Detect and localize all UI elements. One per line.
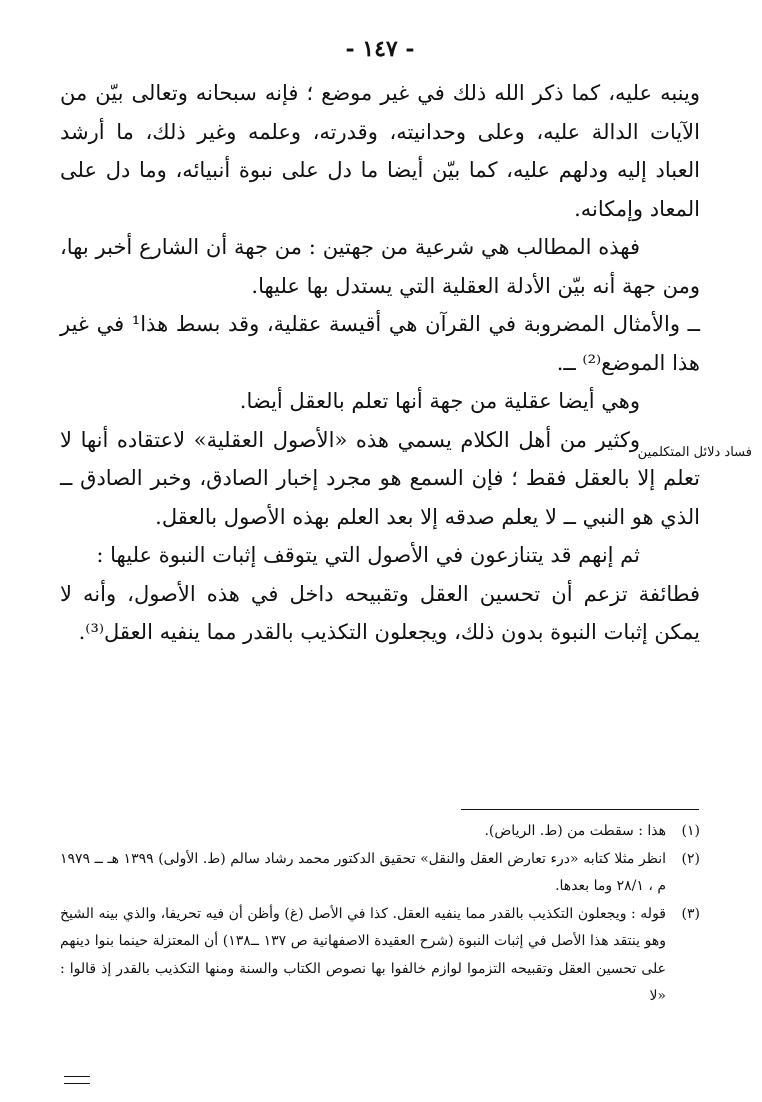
- footnote-number: (٢): [681, 850, 700, 867]
- footnote-number: (١): [681, 823, 700, 839]
- page-number: - ١٤٧ -: [345, 36, 415, 62]
- paragraph: ثم إنهم قد يتنازعون في الأصول التي يتوقف إثبات النبوة عليها :: [96, 543, 640, 567]
- footnote-text: هذا : سقطت من (ط. الرياض).: [484, 823, 666, 839]
- paragraph: وهي أيضا عقلية من جهة أنها تعلم بالعقل أيضا.: [239, 389, 640, 413]
- footnote: [60, 901, 700, 1011]
- footnote-divider: [461, 809, 699, 810]
- margin-note: فساد دلائل المتكلمين: [637, 445, 752, 460]
- footnote-number: (٣): [681, 905, 700, 922]
- paragraph: فهذه المطالب هي شرعية من جهتين : من جهة أن الشارع أخبر بها، ومن جهة أنه بيّن الأدلة العقلية التي يستدل بها عليها.: [60, 235, 700, 298]
- main-text: [60, 74, 700, 652]
- paragraph: وينبه عليه، كما ذكر الله ذلك في غير موضع ؛ فإنه سبحانه وتعالى بيّن من الآيات الدالة عليه، وعلى وحدانيته، وقدرته، وعلمه وغير ذلك، ما أرشد العباد إليه ودلهم عليه، كما بيّن أيضا ما دل على نبوة أنبيائه، وما دل على المعاد وإمكانه.: [60, 81, 700, 221]
- footnotes: [60, 818, 700, 1011]
- paragraph: ــ والأمثال المضروبة في القرآن هي أقيسة عقلية، وقد بسط هذا¹ في غير هذا الموضع⁽²⁾ ــ.: [60, 312, 700, 375]
- continuation-mark: [64, 1076, 90, 1084]
- footnote: [60, 818, 700, 846]
- footnote-text: انظر مثلا كتابه «درء تعارض العقل والنقل» تحقيق الدكتور محمد رشاد سالم (ط. الأولى) ١٣٩٩ هـ ــ ١٩٧٩ م ، ٢٨/١ وما بعدها.: [60, 850, 666, 894]
- paragraph: وكثير من أهل الكلام يسمي هذه «الأصول العقلية» لاعتقاده أنها لا تعلم إلا بالعقل فقط ؛ فإن السمع هو مجرد إخبار الصادق، وخبر الصادق ــ الذي هو النبي ــ لا يعلم صدقه إلا بعد العلم بهذه الأصول بالعقل.: [60, 427, 700, 529]
- footnote-text: قوله : ويجعلون التكذيب بالقدر مما ينفيه العقل. كذا في الأصل (غ) وأظن أن فيه تحريفا، والذي بينه الشيخ وهو ينتقد هذا الأصل في إثبات النبوة (شرح العقيدة الاصفهانية ص ١٣٧ ــ١٣٨) أن المعتزلة حينما بنوا دينهم على تحسين العقل وتقبيحه التزموا لوازم خالفوا بها نصوص الكتاب والسنة ومنها التكذيب بالقدر إذ قالوا : «لا: [60, 905, 666, 1004]
- footnote: [60, 846, 700, 901]
- paragraph: فطائفة تزعم أن تحسين العقل وتقبيحه داخل في هذه الأصول، وأنه لا يمكن إثبات النبوة بدون ذلك، ويجعلون التكذيب بالقدر مما ينفيه العقل⁽³⁾.: [60, 581, 700, 644]
